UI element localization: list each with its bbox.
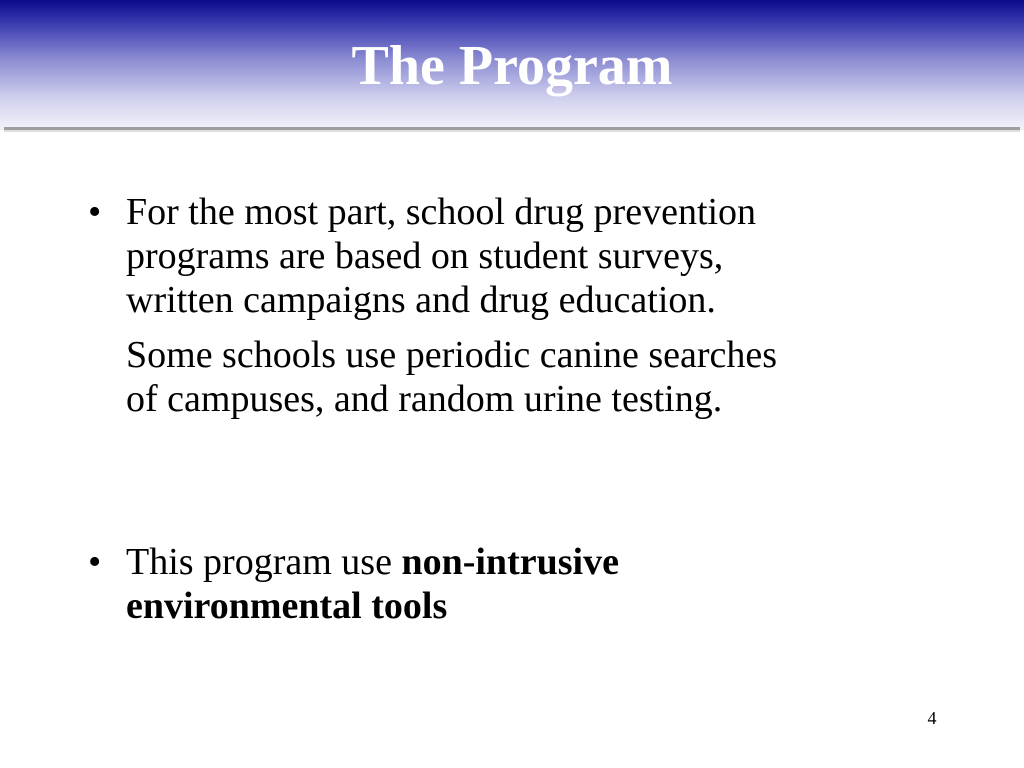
slide-title: The Program [351,35,673,97]
bullet-text-line [126,540,619,584]
page-number: 4 [927,708,937,728]
bullet-continuation-line: of campuses, and random urine testing. [126,378,723,420]
bullet-text-bold: non-intrusive [401,541,619,583]
bullet-text-bold: environmental tools [126,585,448,627]
bullet-text-plain: This program use [126,541,402,583]
bullet-continuation-line: Some schools use periodic canine searches [126,334,778,376]
bullet-marker: • [88,541,102,583]
bullet-marker: • [88,191,102,233]
bullet-text-line: programs are based on student surveys, [126,235,724,277]
bullet-text-line: written campaigns and drug education. [126,279,716,321]
bullet-text-line: For the most part, school drug prevention [126,191,757,233]
title-divider-shadow [4,130,1020,132]
